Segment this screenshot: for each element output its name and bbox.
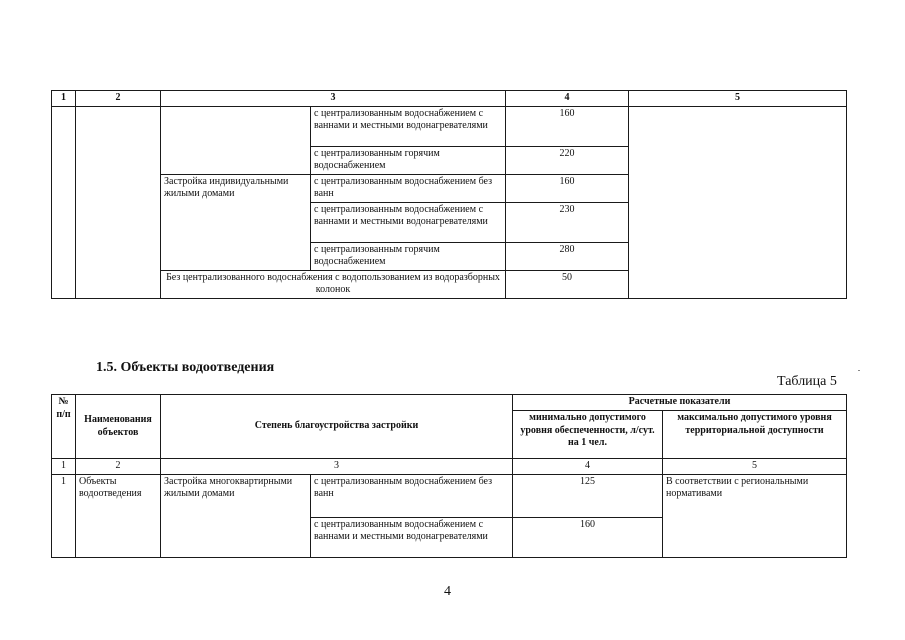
header-number: № п/п bbox=[52, 395, 76, 459]
col-number-4: 4 bbox=[513, 459, 663, 475]
table-column-numbers-row bbox=[52, 459, 847, 475]
table-header-row bbox=[52, 91, 847, 107]
row-description: с централизованным горячим водоснабжением bbox=[311, 242, 506, 270]
table-row bbox=[52, 106, 847, 146]
object-name: Объекты водоотведения bbox=[76, 474, 161, 557]
row-description: с централизованным водоснабжением с ваннами и местными водонагревателями bbox=[311, 202, 506, 242]
col-number-2: 2 bbox=[76, 459, 161, 475]
col-number-4: 4 bbox=[506, 91, 629, 107]
table-header-row bbox=[52, 395, 847, 411]
empty-cell bbox=[161, 106, 311, 174]
row-description: Без централизованного водоснабжения с водопользованием из водоразборных колонок bbox=[161, 270, 506, 298]
row-description: с централизованным водоснабжением с ваннами и местными водонагревателями bbox=[311, 517, 513, 557]
col-number-5: 5 bbox=[663, 459, 847, 475]
header-object-name: Наименования объектов bbox=[76, 395, 161, 459]
continuation-table bbox=[51, 90, 847, 299]
header-max-accessibility: максимально допустимого уровня территориальной доступности bbox=[663, 411, 847, 459]
table-5 bbox=[51, 394, 847, 558]
accessibility-value: В соответствии с региональными нормативами bbox=[663, 474, 847, 557]
row-value: 125 bbox=[513, 474, 663, 517]
row-value: 50 bbox=[506, 270, 629, 298]
empty-cell bbox=[52, 106, 76, 298]
empty-cell bbox=[629, 106, 847, 298]
col-number-1: 1 bbox=[52, 459, 76, 475]
row-description: с централизованным водоснабжением без ванн bbox=[311, 174, 506, 202]
row-value: 160 bbox=[506, 174, 629, 202]
col-number-3: 3 bbox=[161, 91, 506, 107]
empty-cell bbox=[76, 106, 161, 298]
row-value: 160 bbox=[513, 517, 663, 557]
col-number-1: 1 bbox=[52, 91, 76, 107]
row-value: 160 bbox=[506, 106, 629, 146]
header-calc: Расчетные показатели bbox=[513, 395, 847, 411]
col-number-3: 3 bbox=[161, 459, 513, 475]
section-heading: 1.5. Объекты водоотведения bbox=[96, 360, 275, 375]
row-description: с централизованным горячим водоснабжением bbox=[311, 146, 506, 174]
group-label: Застройка индивидуальными жилыми домами bbox=[161, 174, 311, 270]
row-value: 280 bbox=[506, 242, 629, 270]
table-caption: Таблица 5 bbox=[777, 374, 837, 389]
row-value: 230 bbox=[506, 202, 629, 242]
row-value: 220 bbox=[506, 146, 629, 174]
row-description: с централизованным водоснабжением с ваннами и местными водонагревателями bbox=[311, 106, 506, 146]
row-description: с централизованным водоснабжением без ванн bbox=[311, 474, 513, 517]
page-number: 4 bbox=[444, 584, 451, 599]
table-row bbox=[52, 474, 847, 517]
group-label: Застройка многоквартирными жилыми домами bbox=[161, 474, 311, 557]
col-number-5: 5 bbox=[629, 91, 847, 107]
header-degree: Степень благоустройства застройки bbox=[161, 395, 513, 459]
scan-mark bbox=[858, 370, 860, 371]
row-number: 1 bbox=[52, 474, 76, 557]
col-number-2: 2 bbox=[76, 91, 161, 107]
header-min-level: минимально допустимого уровня обеспеченности, л/сут. на 1 чел. bbox=[513, 411, 663, 459]
